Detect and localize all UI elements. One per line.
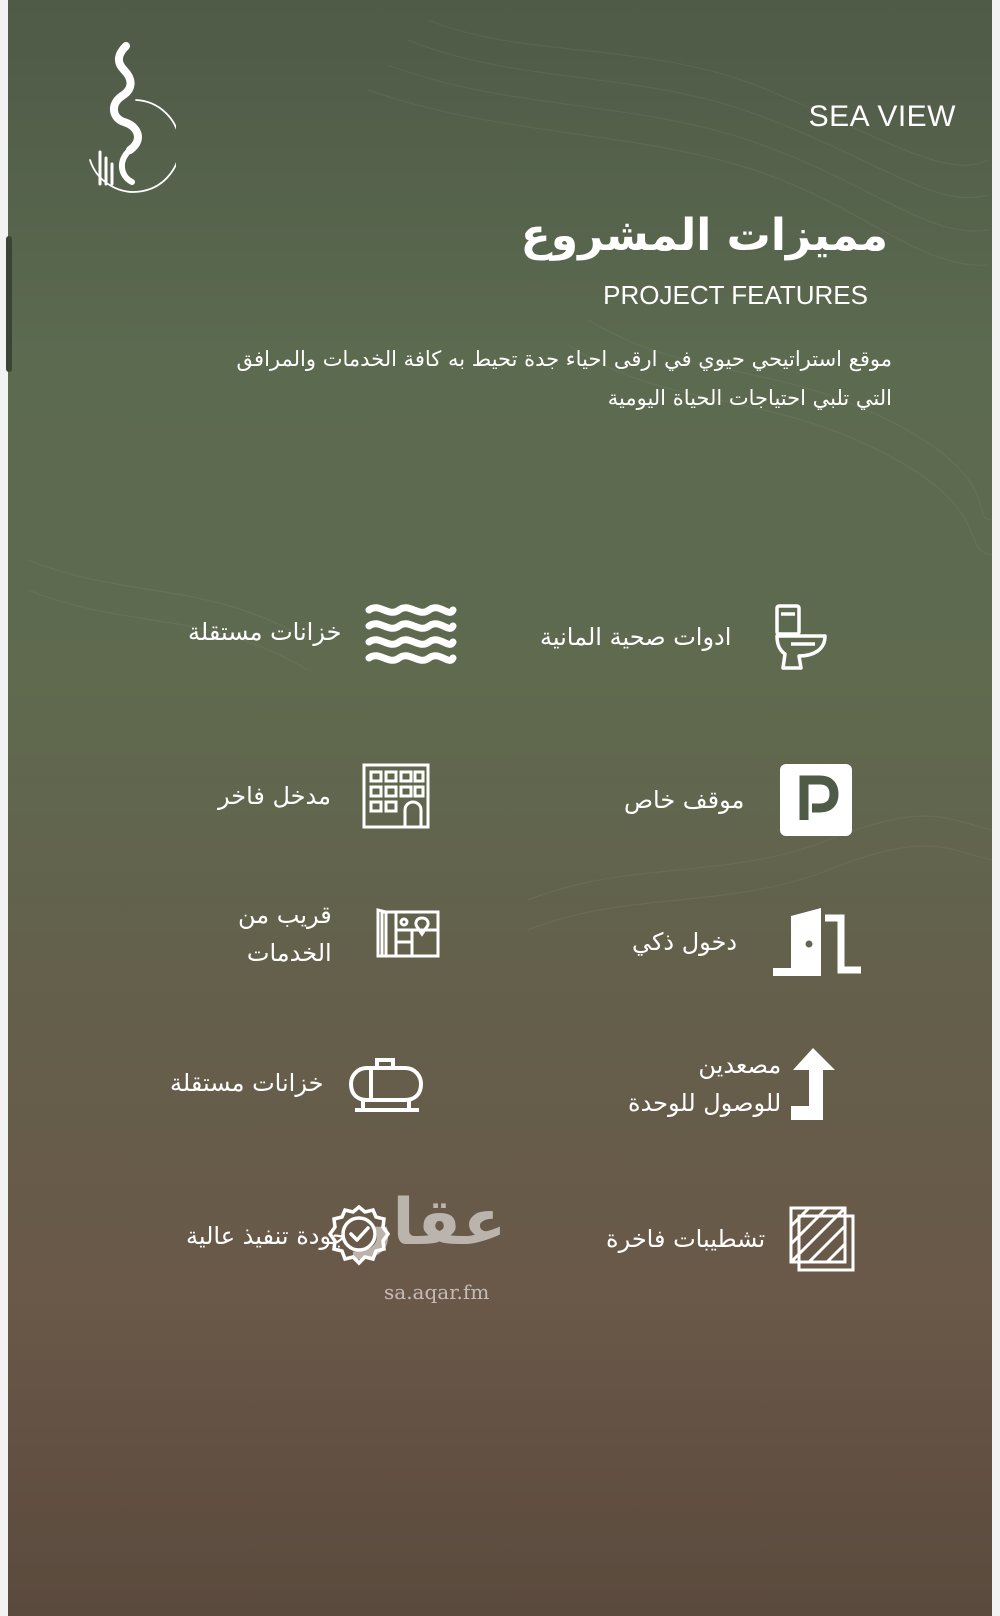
tiles-icon [789,1206,855,1272]
feature-label: جودة تنفيذ عالية [186,1222,347,1250]
description-line-1: موقع استراتيحي حيوي في ارقى احياء جدة تحيط به كافة الخدمات والمرافق [236,347,892,371]
feature-independent-tanks-1 [188,600,457,664]
feature-label: خزانات مستقلة [170,1069,324,1097]
page-title-arabic: مميزات المشروع [520,210,888,261]
toilet-icon [769,602,829,672]
feature-luxury-entrance [218,762,431,830]
feature-label-line-1: مصعدين [698,1051,782,1079]
feature-private-parking [624,764,852,836]
feature-sanitary-ware [540,602,829,672]
feature-luxury-finishes [606,1206,855,1272]
brand-logo [66,40,176,200]
watermark-logo-text: عقار [355,1186,507,1260]
building-icon [361,762,431,830]
feature-label-line-2: الخدمات [246,939,332,967]
brand-name: SEA VIEW [808,100,956,133]
elevator-arrow-icon [787,1046,839,1122]
poster [8,0,992,1616]
feature-smart-entry [632,906,865,978]
feature-label [628,1046,781,1122]
project-description [112,340,892,418]
feature-label: موقف خاص [624,786,745,814]
feature-label: ادوات صحية المانية [540,623,732,651]
feature-label: خزانات مستقلة [188,618,342,646]
tank-icon [349,1054,423,1112]
feature-independent-tanks-2 [170,1054,423,1112]
smart-door-icon [773,906,865,978]
watermark-url: sa.aqar.fm [384,1280,490,1304]
feature-label: تشطيبات فاخرة [606,1225,766,1253]
feature-label: مدخل فاخر [218,782,331,810]
feature-near-services [238,896,442,972]
feature-two-elevators [628,1046,839,1122]
parking-icon [780,764,852,836]
feature-label: دخول ذكي [632,928,738,956]
aqar-watermark-logo [346,1160,516,1280]
scroll-handle[interactable] [6,236,12,372]
description-line-2: التي تلبي احتياجات الحياة اليومية [607,386,892,410]
right-edge-strip [992,0,1000,1616]
feature-label [238,896,332,972]
feature-label-line-1: قريب من [238,901,332,929]
water-waves-icon [365,600,457,664]
page-title-english: PROJECT FEATURES [603,280,868,310]
feature-label-line-2: للوصول للوحدة [628,1089,782,1117]
map-icon [376,908,442,960]
